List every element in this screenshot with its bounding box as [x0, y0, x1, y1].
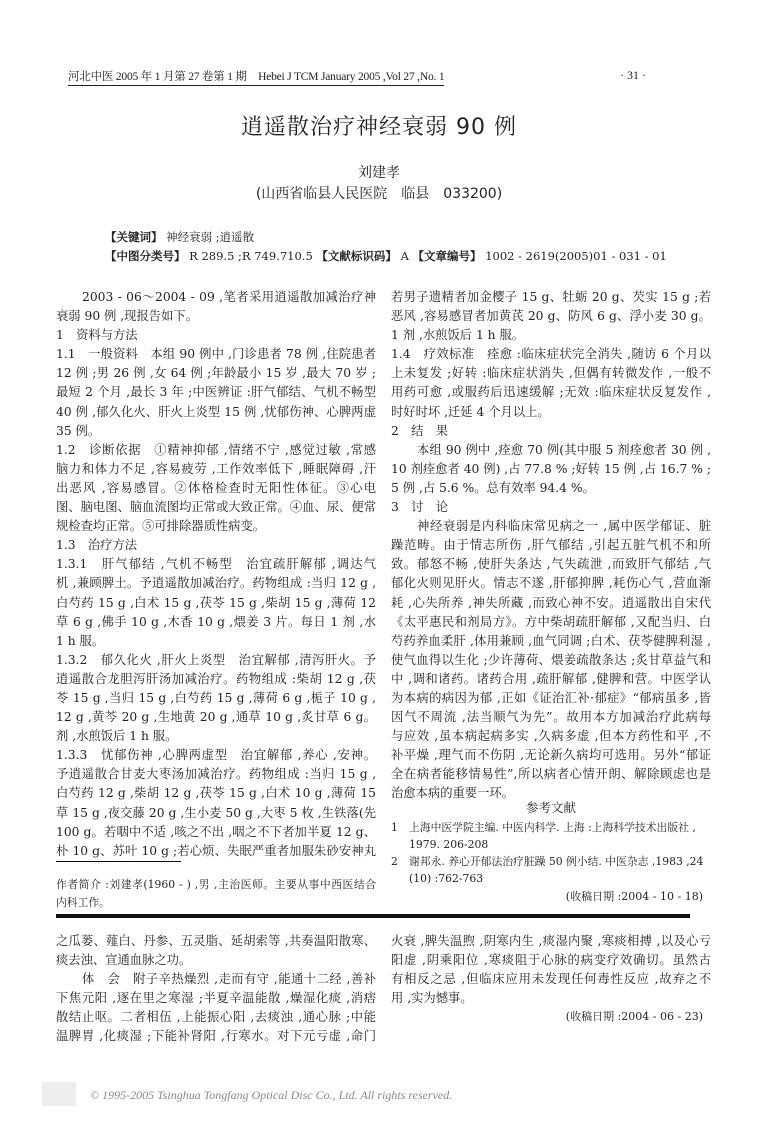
- text-line: 衰弱 90 例 ,现报告如下。: [56, 309, 198, 324]
- text-line: 与应效 ,虽本病起病多实 ,久病多虚 ,但本方药性和平 ,不: [391, 729, 711, 744]
- text-line: 躁范畴。由于情志所伤 ,肝气郁结 ,引起五脏气机不和所: [391, 538, 711, 553]
- text-line: 1 h 服。: [56, 633, 105, 648]
- text-line: 12 例 ;男 26 例 ,女 64 例 ;年龄最小 15 岁 ,最大 70 岁 ;: [56, 366, 376, 381]
- reference-number: 2: [391, 855, 398, 868]
- text-line: 白芍药 15 g ,白术 15 g ,茯苓 15 g ,柴胡 15 g ,薄荷 12: [56, 595, 376, 610]
- text-line: 出恶风 ,容易感冒。②体格检查时无阳性体征。③心电: [56, 480, 376, 495]
- text-line: 火衰 ,脾失温煦 ,阴寒内生 ,痰湿内聚 ,寒痰相搏 ,以及心亏: [391, 934, 711, 948]
- text-line: 100 g。若咽中不适 ,咳之不出 ,咽之不下者加半夏 12 g、: [56, 824, 376, 839]
- footnote-line: 内科工作。: [56, 896, 110, 909]
- text-line: 12 g ,黄芩 20 g ,生地黄 20 g ,通草 10 g ,炙甘草 6 g。: [56, 710, 376, 725]
- text-line: 1.2 诊断依据 ①精神抑郁 ,情绪不宁 ,感觉过敏 ,常感: [56, 442, 376, 457]
- reference-text-cont: (10) :762-763: [409, 872, 484, 885]
- text-line: 郁化火则见肝火。情志不遂 ,肝郁抑脾 ,耗伤心气 ,营血渐: [391, 576, 711, 591]
- text-line: 痰去浊、宣通血脉之功。: [56, 953, 192, 968]
- text-line: 朴 10 g、苏叶 10 g ;若心烦、失眠严重者加服朱砂安神丸: [56, 843, 376, 858]
- text-line: 35 例。: [56, 423, 101, 438]
- text-line: 最短 2 个月 ,最长 3 年 ;中医辨证 :肝气郁结、气机不畅型: [56, 385, 376, 400]
- author-name: 刘建孝: [358, 165, 400, 181]
- text-line: 使气血得以生化 ;少许薄荷、煨姜疏散条达 ;炙甘草益气和: [391, 652, 711, 667]
- right-column: [391, 288, 711, 804]
- text-line: 下焦元阳 ,逐在里之寒湿 ;半夏辛温能散 ,燥湿化痰 ,消痞: [56, 991, 376, 1006]
- text-line: 中 ,调和诸药。诸药合用 ,疏肝解郁 ,健脾和营。中医学认: [391, 671, 711, 686]
- text-line: 恶风 ,容易感冒者加黄芪 20 g、防风 6 g、浮小麦 30 g。: [391, 309, 711, 324]
- text-line: 图、脑电图、脑血流图均正常或大致正常。④血、尿、便常: [56, 500, 376, 515]
- text-line: 苓 15 g ,当归 15 g ,白芍药 15 g ,薄荷 6 g ,栀子 10 g ,: [56, 690, 376, 705]
- text-line: 治愈本病的重要一环。: [391, 786, 514, 801]
- text-line: 1.3.3 忧郁伤神 ,心脾两虚型 治宜解郁 ,养心 ,安神。: [56, 748, 376, 763]
- text-line: 1.1 一般资料 本组 90 例中 ,门诊患者 78 例 ,住院患者: [56, 347, 376, 362]
- text-line: 草 6 g ,佛手 10 g ,木香 10 g ,煨姜 3 片。每日 1 剂 ,水: [56, 614, 376, 629]
- text-line: 若男子遗精者加金樱子 15 g、牡蛎 20 g、芡实 15 g ;若: [391, 290, 711, 304]
- text-line: 剂 ,水煎饭后 1 h 服。: [56, 729, 178, 744]
- text-line: 因气不周流 ,法当顺气为先”。故用本方加减治疗此病每: [391, 710, 711, 725]
- text-line: 草 15 g ,夜交藤 20 g ,生小麦 50 g ,大枣 5 枚 ,生铁落(先: [56, 805, 376, 820]
- received-date: (收稿日期 :2004 - 10 - 18): [565, 890, 703, 903]
- keywords: [105, 229, 254, 245]
- text-line: 机 ,兼顾脾土。予逍遥散加减治疗。药物组成 :当归 12 g ,: [56, 576, 376, 591]
- text-line: 脑力和体力不足 ,容易疲劳 ,工作效率低下 ,睡眠障碍 ,汗: [56, 461, 376, 476]
- author-footnote: [56, 876, 376, 912]
- text-line: 全在病者能移情易性”,所以病者心情开朗、解除顾虑也是: [391, 767, 711, 782]
- reference-list: [391, 819, 711, 887]
- continuation-left-column: [56, 932, 376, 1047]
- continuation-received-date: (收稿日期 :2004 - 06 - 23): [565, 1010, 703, 1023]
- keywords-label: 【关键词】: [105, 230, 163, 244]
- classification-line: [105, 248, 667, 264]
- text-line: 散结止呕。二者相伍 ,上能振心阳 ,去痰浊 ,通心脉 ;中能: [56, 1010, 376, 1025]
- text-line: 温脾胃 ,化痰湿 ;下能补肾阳 ,行寒水。对下元亏虚 ,命门: [56, 1029, 376, 1044]
- text-line: 用 ,实为憾事。: [391, 991, 473, 1006]
- text-line: 白芍药 12 g ,柴胡 12 g ,茯苓 15 g ,白术 10 g ,薄荷 15: [56, 786, 376, 801]
- text-line: 补平燥 ,理气而不伤阴 ,无论新久病均可选用。另外“郁证: [391, 748, 711, 763]
- text-line: 3 讨 论: [391, 500, 449, 515]
- text-line: 1.4 疗效标准 痊愈 :临床症状完全消失 ,随访 6 个月以: [391, 347, 711, 362]
- keywords-value: 神经衰弱 ;逍遥散: [166, 230, 255, 244]
- text-line: 阳虚 ,阴乘阳位 ,寒痰阻于心脉的病变疗效确切。虽然古: [391, 953, 711, 968]
- continuation-right-column: [391, 932, 711, 1008]
- text-line: 《太平惠民和剂局方》。方中柴胡疏肝解郁 ,又配当归、白: [391, 614, 711, 629]
- running-header: 河北中医 2005 年 1 月第 27 卷第 1 期 Hebei J TCM January 2005 ,Vol 27 ,No. 1: [68, 68, 444, 86]
- left-column: [56, 288, 376, 861]
- article-divider: [56, 914, 690, 918]
- text-line: 时好时坏 ,迁延 4 个月以上。: [391, 404, 550, 419]
- text-line: 5 例 ,占 5.6 %。总有效率 94.4 %。: [391, 480, 595, 495]
- reference-item: [391, 819, 711, 836]
- text-line: 2 结 果: [391, 423, 449, 438]
- text-line: 上未复发 ;好转 :临床症状消失 ,但偶有转微发作 ,一般不: [391, 366, 711, 381]
- reference-text: 上海中医学院主编. 中医内科学. 上海 :上海科学技术出版社 ,: [409, 821, 696, 834]
- clc-label: 【中图分类号】: [105, 249, 186, 263]
- text-line: 1 剂 ,水煎饭后 1 h 服。: [391, 328, 525, 343]
- doc-code-label: 【文献标识码】: [316, 249, 397, 263]
- clc-value: R 289.5 ;R 749.710.5: [189, 249, 313, 263]
- reference-number: 1: [391, 821, 398, 834]
- text-line: 神经衰弱是内科临床常见病之一 ,属中医学郁证、脏: [417, 519, 711, 534]
- text-line: 2003 - 06～2004 - 09 ,笔者采用逍遥散加减治疗神: [82, 290, 376, 304]
- text-line: 1.3 治疗方法: [56, 538, 138, 553]
- text-line: 规检查均正常。⑤可排除器质性病变。: [56, 519, 266, 534]
- page-number: · 31 ·: [620, 68, 646, 82]
- reference-text-cont: 1979. 206-208: [409, 838, 489, 851]
- article-number-label: 【文章编号】: [412, 249, 482, 263]
- text-line: 本组 90 例中 ,痊愈 70 例(其中服 5 剂痊愈者 30 例 ,: [417, 442, 711, 457]
- text-line: 有相反之忌 ,但临床应用未发现任何毒性反应 ,故弃之不: [391, 972, 711, 987]
- article-number-value: 1002 - 2619(2005)01 - 031 - 01: [485, 249, 667, 263]
- text-line: 耗 ,心失所养 ,神失所藏 ,而致心神不安。逍遥散出自宋代: [391, 595, 711, 610]
- text-line: 1 资料与方法: [56, 328, 138, 343]
- text-line: 芍药养血柔肝 ,体用兼顾 ,血气同调 ;白术、茯苓健脾利湿 ,: [391, 633, 711, 648]
- text-line: 40 例 ,郁久化火、肝火上炎型 15 例 ,忧郁伤神、心脾两虚: [56, 404, 376, 419]
- footnote-divider: [56, 861, 181, 862]
- author-affiliation: (山西省临县人民医院 临县 033200): [255, 186, 503, 202]
- footnote-line: 作者简介 :刘建孝(1960 - ) ,男 ,主治医师。主要从事中西医结合: [56, 878, 376, 891]
- text-line: 1.3.2 郁久化火 ,肝火上炎型 治宜解郁 ,清泻肝火。予: [56, 652, 376, 667]
- text-line: 10 剂痊愈者 40 例) ,占 77.8 % ;好转 15 例 ,占 16.7 % ;: [391, 461, 711, 476]
- text-line: 逍遥散合龙胆泻肝汤加减治疗。药物组成 :柴胡 12 g ,茯: [56, 671, 376, 686]
- publisher-logo: [42, 1082, 76, 1106]
- text-line: 之瓜蒌、薤白、丹参、五灵脂、延胡索等 ,共奏温阳散寒、: [56, 934, 376, 948]
- references-heading: 参考文献: [525, 800, 576, 815]
- article-title: 逍遥散治疗神经衰弱 90 例: [241, 115, 517, 140]
- text-line: 致。郁怒不畅 ,使肝失条达 ,气失疏泄 ,而致肝气郁结 ,气: [391, 557, 711, 572]
- doc-code-value: A: [400, 249, 409, 263]
- copyright-footer: © 1995-2005 Tsinghua Tongfang Optical Disc Co., Ltd. All rights reserved.: [90, 1088, 453, 1102]
- text-line: 为本病的病因为郁 ,正如《证治汇补·郁症》“郁病虽多 ,皆: [391, 690, 711, 705]
- text-line: 用药可愈 ,或服药后迅速缓解 ;无效 :临床症状反复发作 ,: [391, 385, 711, 400]
- text-line: 1.3.1 肝气郁结 ,气机不畅型 治宜疏肝解郁 ,调达气: [56, 557, 376, 572]
- reference-text: 谢邦永. 养心开郁法治疗脏躁 50 例小结. 中医杂志 ,1983 ,24: [409, 855, 704, 868]
- reference-item: [391, 853, 711, 870]
- text-line: 体 会 附子辛热燥烈 ,走而有守 ,能通十二经 ,善补: [82, 972, 376, 987]
- text-line: 予逍遥散合甘麦大枣汤加减治疗。药物组成 :当归 15 g ,: [56, 767, 376, 782]
